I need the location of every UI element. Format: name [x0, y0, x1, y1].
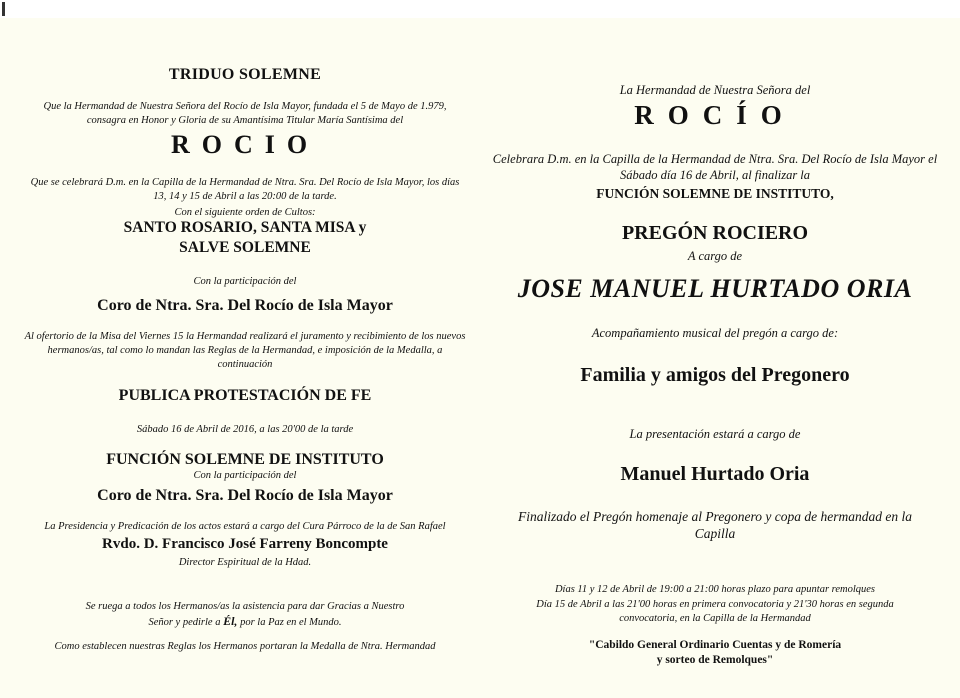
cults-line-2: SALVE SOLEMNE: [179, 239, 311, 256]
function-heading-left: FUNCIÓN SOLEMNE DE INSTITUTO: [106, 451, 384, 468]
rocio-heading-right: ROCÍO: [634, 100, 796, 130]
hermandad-intro: La Hermandad de Nuestra Señora del: [619, 83, 811, 97]
cabildo-line-2: y sorteo de Remolques": [656, 654, 774, 666]
request-end: por la Paz en el Mundo.: [240, 617, 342, 628]
request-text: [20, 600, 470, 630]
rocio-heading-left: ROCIO: [170, 130, 320, 159]
charge-label: A cargo de: [687, 249, 743, 263]
choir-name: Coro de Ntra. Sra. Del Rocío de Isla Mayor: [97, 297, 393, 314]
triduo-intro: Que la Hermandad de Nuestra Señora del Rocío de Isla Mayor, fundada el 5 de Mayo de 1.979, consagra en Honor y Gloria de su Amantísima Titular María Santísima del: [43, 101, 447, 126]
family-text: Familia y amigos del Pregonero: [580, 364, 850, 386]
participation-label: Con la participación del: [193, 276, 297, 287]
assembly-dates: Día 15 de Abril a las 21'00 horas en primera convocatoria y 21'30 horas en segunda convocatoria, en la Capilla de la Hermandad: [536, 599, 894, 624]
request-main: Se ruega a todos los Hermanos/as la asistencia para dar Gracias a Nuestro Señor y pedirle a: [85, 601, 405, 628]
triduo-title: TRIDUO SOLEMNE: [168, 66, 322, 83]
request-el: Él,: [223, 614, 238, 628]
director-title: Director Espiritual de la Hdad.: [178, 557, 312, 568]
medal-text: Como establecen nuestras Reglas los Hermanos portaran la Medalla de Ntra. Hermandad: [54, 641, 436, 652]
pregon-title: PREGÓN ROCIERO: [621, 222, 809, 244]
speaker-name: JOSE MANUEL HURTADO ORIA: [517, 274, 913, 303]
cabildo-line-1: "Cabildo General Ordinario Cuentas y de Romería: [588, 639, 842, 651]
finish-text: Finalizado el Pregón homenaje al Pregonero y copa de hermandad en la Capilla: [517, 509, 913, 541]
offertory-text: Al ofertorio de la Misa del Viernes 15 la Hermandad realizará el juramento y recibimiento de los nuevos hermanos/as, tal como lo mandan las Reglas de la Hermandad, e imposición de la Medalla, a continuación: [24, 331, 466, 370]
presentation-label: La presentación estará a cargo de: [629, 427, 801, 441]
choir-name-2: Coro de Ntra. Sra. Del Rocío de Isla Mayor: [97, 487, 393, 504]
protest-date: Sábado 16 de Abril de 2016, a las 20'00 de la tarde: [136, 424, 354, 435]
priest-name: Rvdo. D. Francisco José Farreny Boncompte: [102, 536, 388, 552]
music-label: Acompañamiento musical del pregón a cargo de:: [591, 326, 839, 340]
presenter-name: Manuel Hurtado Oria: [620, 463, 810, 485]
cults-order-label: Con el siguiente orden de Cultos:: [174, 207, 316, 218]
page-corner-mark: [2, 2, 5, 16]
triduo-dates: Que se celebrará D.m. en la Capilla de la Hermandad de Ntra. Sra. Del Rocío de Isla Mayor, los días 13, 14 y 15 de Abril a las 20:00 de la tarde.: [30, 177, 460, 202]
function-heading-right: FUNCIÓN SOLEMNE DE INSTITUTO,: [596, 186, 834, 201]
trailer-dates: Días 11 y 12 de Abril de 19:00 a 21:00 horas plazo para apuntar remolques: [554, 584, 876, 595]
participation-label-2: Con la participación del: [193, 470, 297, 481]
cults-line-1: SANTO ROSARIO, SANTA MISA y: [123, 219, 367, 236]
presidency-text: La Presidencia y Predicación de los actos estará a cargo del Cura Párroco de la de San Rafael: [44, 521, 446, 532]
protest-heading: PUBLICA PROTESTACIÓN DE FE: [118, 387, 372, 404]
celebrate-text: Celebrara D.m. en la Capilla de la Hermandad de Ntra. Sra. Del Rocío de Isla Mayor el Sábado día 16 de Abril, al finalizar la: [492, 152, 938, 182]
invitation-sheet: [0, 18, 960, 698]
